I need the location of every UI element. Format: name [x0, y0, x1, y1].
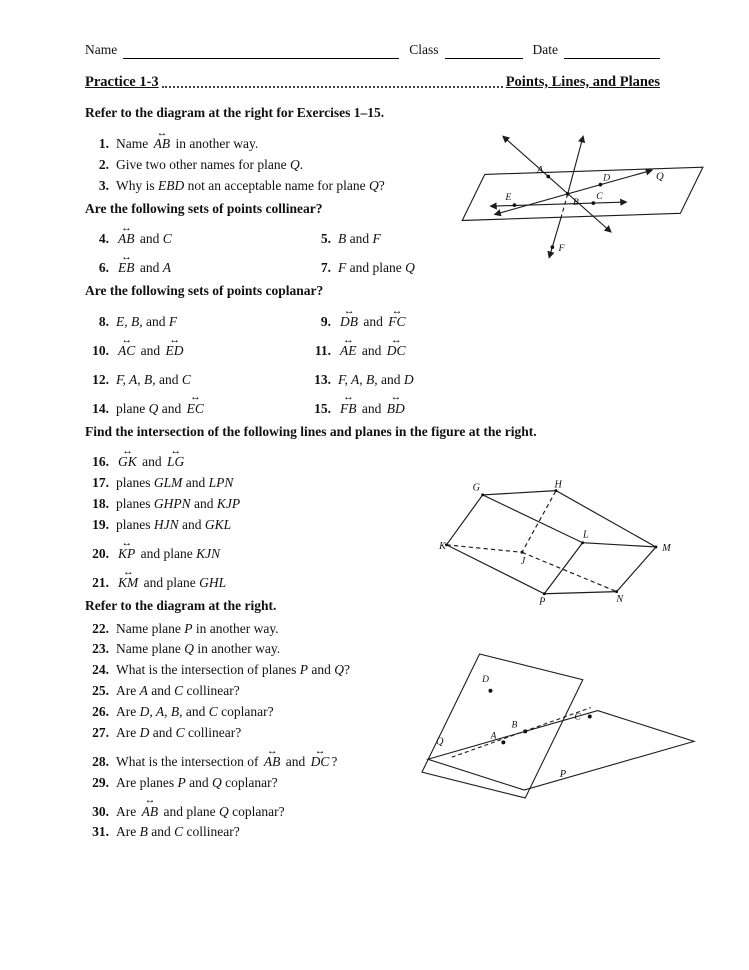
question-text	[116, 401, 206, 418]
line-notation: AB ↔	[118, 232, 135, 246]
math-italic-text: C	[208, 704, 218, 719]
question-number: 24.	[92, 662, 109, 678]
question-9	[307, 314, 660, 331]
question-text	[116, 704, 274, 721]
figure-parallelepiped	[438, 480, 674, 612]
question-text	[116, 372, 191, 389]
point-b-label: B	[572, 197, 579, 209]
question-text	[116, 804, 285, 821]
math-italic-text: F, A, B,	[116, 371, 156, 387]
worksheet-number-title: Practice 1-3	[85, 73, 159, 90]
section-5-heading: Refer to the diagram at the right.	[85, 597, 277, 613]
plain-text: ?	[378, 177, 385, 193]
plain-text: in another way.	[192, 620, 279, 636]
question-14	[85, 401, 307, 418]
question-number: 25.	[92, 683, 109, 699]
math-italic-text: B	[338, 231, 347, 247]
math-italic-text: A	[139, 683, 148, 699]
vertex-n-dot	[615, 590, 618, 593]
point-d-dot	[488, 689, 492, 693]
plain-text: and	[182, 704, 209, 719]
line-notation: EB ↔	[118, 261, 135, 275]
line-notation: AE ↔	[340, 344, 357, 358]
plain-text: and	[137, 342, 164, 358]
question-number: 2.	[98, 156, 109, 172]
plain-text: Are	[116, 704, 140, 719]
point-c-dot	[588, 715, 592, 719]
name-class-date-row	[85, 42, 660, 59]
plain-text: collinear?	[183, 824, 240, 840]
question-row-10-11	[85, 335, 660, 360]
question-number: 3.	[98, 177, 109, 193]
question-number: 20.	[92, 545, 109, 561]
plain-text: Name plane	[116, 620, 185, 636]
math-italic-text: P	[184, 620, 193, 636]
question-number: 13.	[314, 371, 331, 387]
section-3-heading: Are the following sets of points coplanar?	[85, 283, 324, 299]
question-number: 29.	[92, 774, 109, 790]
worksheet-topic-title: Points, Lines, and Planes	[505, 73, 660, 90]
vertex-l-label: L	[582, 529, 589, 541]
plain-text: and	[136, 260, 163, 276]
plain-text: and plane	[137, 545, 197, 561]
question-text	[116, 754, 337, 771]
question-number: 7.	[320, 260, 331, 276]
question-number: 14.	[92, 400, 109, 416]
question-4	[85, 231, 307, 248]
question-text	[116, 157, 303, 174]
plain-text: and	[282, 753, 309, 769]
vertex-k-label: K	[439, 541, 446, 553]
line-through-b-f-upper	[568, 137, 583, 194]
math-italic-text: Q	[334, 662, 344, 678]
question-row-12-13	[85, 364, 660, 389]
vertex-h-label: H	[554, 480, 562, 491]
figure-intersecting-planes	[414, 648, 702, 807]
point-d-dot	[599, 183, 603, 187]
math-italic-text: Q	[218, 803, 229, 819]
math-italic-text: C	[174, 683, 184, 699]
math-italic-text: D, A, B,	[139, 704, 183, 719]
question-row-14-15	[85, 393, 660, 418]
plain-text: and plane	[160, 803, 219, 819]
vertex-g-label: G	[472, 482, 480, 494]
question-number: 15.	[314, 400, 331, 416]
math-italic-text: C	[181, 371, 191, 387]
hidden-edges	[447, 491, 617, 592]
question-number: 19.	[92, 517, 109, 532]
question-text	[338, 401, 407, 418]
line-notation: DC ↔	[311, 755, 330, 769]
plain-text: plane	[116, 400, 149, 416]
point-c-label: C	[574, 712, 581, 723]
plain-text: ?	[331, 753, 338, 769]
point-f-dot	[551, 245, 555, 249]
question-12	[85, 372, 307, 389]
section-4-heading: Find the intersection of the following lines and planes in the figure at the right.	[85, 423, 537, 439]
point-d-label: D	[482, 674, 489, 685]
section-1-heading: Refer to the diagram at the right for Exercises 1–15.	[85, 105, 385, 120]
date-blank	[564, 44, 660, 59]
math-italic-text: P	[177, 774, 186, 790]
math-italic-text: Q	[211, 774, 222, 790]
plain-text: Are	[116, 724, 140, 740]
plain-text: and	[147, 683, 175, 699]
plain-text: planes	[116, 517, 154, 532]
question-text	[116, 775, 278, 792]
plain-text: and	[377, 371, 404, 387]
class-label: Class	[409, 42, 439, 57]
math-italic-text: F	[338, 260, 347, 276]
line-notation: AB ↔	[264, 755, 281, 769]
plain-text: Are	[116, 803, 140, 819]
point-a-dot	[546, 175, 550, 179]
line-notation: FC ↔	[388, 315, 405, 329]
plain-text: planes	[116, 475, 154, 491]
solid-outline	[447, 491, 656, 594]
line-notation: FB ↔	[340, 402, 357, 416]
question-text	[116, 575, 226, 592]
math-italic-text: HJN	[153, 517, 179, 532]
math-italic-text: GKL	[204, 517, 232, 532]
math-italic-text: C	[174, 824, 184, 840]
question-31	[85, 824, 660, 841]
line-notation: KP ↔	[118, 547, 135, 561]
question-13	[307, 372, 660, 389]
vertex-g-dot	[481, 493, 484, 496]
line-notation: ED ↔	[166, 344, 184, 358]
plain-text: .	[299, 156, 304, 172]
plain-text: and	[185, 774, 212, 790]
question-text	[116, 178, 385, 195]
question-8	[85, 314, 307, 331]
plain-text: Give two other names for plane	[116, 156, 290, 172]
name-blank	[123, 44, 399, 59]
question-row-8-9	[85, 306, 660, 331]
line-notation: LG ↔	[167, 455, 184, 469]
question-number: 6.	[98, 260, 109, 276]
plain-text: and	[149, 724, 176, 740]
line-through-b-f-hidden	[561, 194, 568, 218]
question-number: 5.	[320, 231, 331, 247]
math-italic-text: GHPN	[153, 496, 191, 512]
plain-text: collinear?	[184, 724, 242, 740]
question-number: 11.	[314, 342, 331, 358]
question-text	[116, 260, 171, 277]
vertex-m-dot	[654, 545, 657, 548]
math-italic-text: D	[403, 371, 414, 387]
plain-text: coplanar?	[228, 803, 285, 819]
plain-text: and plane	[346, 260, 406, 276]
dotted-leader	[162, 85, 503, 88]
math-italic-text: Q	[405, 260, 415, 276]
plain-text: and	[158, 400, 185, 416]
plain-text: and	[358, 342, 385, 358]
question-number: 26.	[92, 704, 109, 719]
plain-text: and	[360, 314, 387, 329]
plain-text: coplanar?	[221, 774, 278, 790]
math-italic-text: EBD	[158, 177, 185, 193]
question-text	[338, 343, 408, 360]
point-e-label: E	[505, 192, 512, 204]
plain-text: What is the intersection of planes	[116, 662, 300, 678]
math-italic-text: B	[139, 824, 148, 840]
question-text	[116, 824, 240, 841]
question-text	[116, 683, 240, 700]
vertex-j-dot	[520, 551, 523, 554]
plain-text: Name	[116, 135, 152, 151]
name-label: Name	[85, 42, 118, 57]
question-text	[116, 546, 220, 563]
plane-p-label: P	[559, 769, 567, 781]
question-number: 23.	[92, 641, 109, 657]
vertex-l-dot	[581, 541, 584, 544]
math-italic-text: F	[168, 314, 178, 329]
vertex-n-label: N	[616, 594, 624, 606]
line-notation: DB ↔	[340, 315, 358, 329]
point-c-dot	[591, 201, 595, 205]
question-number: 21.	[92, 574, 109, 590]
point-e-dot	[513, 203, 517, 207]
question-number: 18.	[92, 496, 109, 512]
plain-text: coplanar?	[217, 704, 274, 719]
plain-text: collinear?	[183, 683, 240, 699]
plane-q-outline	[462, 167, 703, 220]
question-11	[307, 343, 660, 360]
math-italic-text: Q	[369, 177, 379, 193]
question-text	[116, 136, 258, 153]
question-text	[116, 314, 177, 331]
question-text	[338, 260, 415, 277]
plain-text: Are	[116, 824, 140, 840]
question-text	[116, 517, 231, 534]
plain-text: and	[178, 517, 205, 532]
math-italic-text: GLM	[153, 475, 183, 491]
math-italic-text: KJN	[196, 545, 221, 561]
plain-text: not an acceptable name for plane	[184, 177, 370, 193]
plain-text: Why is	[116, 177, 158, 193]
plain-text: and	[155, 371, 182, 387]
question-10	[85, 343, 307, 360]
class-blank	[445, 44, 523, 59]
point-a-dot	[501, 740, 505, 744]
math-italic-text: Q	[148, 400, 159, 416]
math-italic-text: D	[139, 724, 150, 740]
math-italic-text: C	[162, 231, 172, 247]
question-text	[116, 662, 350, 679]
question-number: 28.	[92, 753, 109, 769]
plane-q-label: Q	[655, 170, 664, 183]
plain-text: planes	[116, 496, 154, 512]
math-italic-text: Q	[184, 641, 194, 657]
plain-text: What is the intersection of	[116, 753, 262, 769]
plain-text: in another way.	[193, 641, 281, 657]
question-text	[116, 454, 186, 471]
plain-text: and	[358, 400, 385, 416]
point-f-label: F	[558, 243, 565, 255]
plain-text: and	[142, 314, 169, 329]
math-italic-text: E, B,	[116, 314, 143, 329]
date-label: Date	[532, 42, 558, 57]
point-c-label: C	[596, 190, 603, 202]
question-number: 8.	[98, 314, 109, 329]
question-number: 4.	[98, 231, 109, 247]
line-notation: AB ↔	[154, 137, 171, 151]
plain-text: and plane	[140, 574, 200, 590]
question-text	[338, 231, 381, 248]
plain-text: and	[190, 496, 217, 512]
line-notation: GK ↔	[118, 455, 137, 469]
question-number: 9.	[320, 314, 331, 329]
math-italic-text: F	[372, 231, 381, 247]
point-b-dot	[566, 192, 570, 196]
point-a-label: A	[490, 731, 497, 742]
question-number: 27.	[92, 724, 109, 740]
plain-text: Are	[116, 683, 140, 699]
line-notation: AB ↔	[142, 805, 159, 819]
question-22	[85, 621, 660, 638]
section-2-heading: Are the following sets of points collinear?	[85, 200, 323, 216]
vertex-j-label: J	[520, 555, 526, 567]
figure-plane-q-with-lines	[452, 114, 708, 268]
plain-text: and	[182, 475, 209, 491]
plane-q-label: Q	[436, 736, 444, 748]
question-number: 16.	[92, 454, 109, 470]
question-text	[338, 314, 408, 331]
vertex-p-dot	[543, 592, 546, 595]
question-text	[116, 231, 172, 248]
point-b-dot	[523, 729, 527, 733]
question-number: 30.	[92, 803, 109, 819]
visible-interior-edges	[483, 495, 656, 594]
plain-text: in another way.	[172, 135, 259, 151]
line-notation: BD ↔	[387, 402, 405, 416]
vertex-m-label: M	[662, 543, 671, 555]
plain-text: and	[307, 662, 335, 678]
math-italic-text: P	[299, 662, 308, 678]
math-italic-text: C	[175, 724, 185, 740]
question-text	[116, 475, 233, 492]
question-15	[307, 401, 660, 418]
title-row	[85, 73, 660, 91]
plain-text: Are planes	[116, 774, 178, 790]
question-number: 31.	[92, 824, 109, 840]
question-number: 22.	[92, 620, 109, 636]
plane-q-outline	[422, 654, 583, 798]
vertex-p-label: P	[539, 596, 546, 608]
question-number: 10.	[92, 342, 109, 358]
point-b-label: B	[511, 720, 518, 731]
plain-text: and	[346, 231, 373, 247]
question-number: 17.	[92, 475, 109, 491]
question-text	[116, 343, 186, 360]
question-text	[338, 372, 414, 389]
line-notation: DC ↔	[387, 344, 406, 358]
line-notation: EC ↔	[187, 402, 204, 416]
question-number: 1.	[98, 135, 109, 151]
plain-text: Name plane	[116, 641, 185, 657]
point-d-label: D	[603, 172, 611, 184]
point-a-label: A	[537, 164, 544, 176]
math-italic-text: GHL	[199, 574, 227, 590]
math-italic-text: A	[162, 260, 171, 276]
question-text	[116, 641, 280, 658]
plain-text: ?	[343, 662, 350, 678]
math-italic-text: KJP	[216, 496, 241, 512]
question-6	[85, 260, 307, 277]
line-notation: AC ↔	[118, 344, 135, 358]
plain-text: and	[136, 231, 163, 247]
line-notation: KM ↔	[118, 576, 138, 590]
question-text	[116, 496, 240, 513]
question-text	[116, 725, 241, 742]
question-number: 12.	[92, 371, 109, 387]
plain-text: and	[138, 454, 166, 470]
plain-text: and	[147, 824, 175, 840]
question-text	[116, 621, 279, 638]
math-italic-text: Q	[289, 156, 300, 172]
math-italic-text: F, A, B,	[338, 371, 378, 387]
question-16	[85, 446, 660, 471]
math-italic-text: LPN	[208, 475, 234, 491]
